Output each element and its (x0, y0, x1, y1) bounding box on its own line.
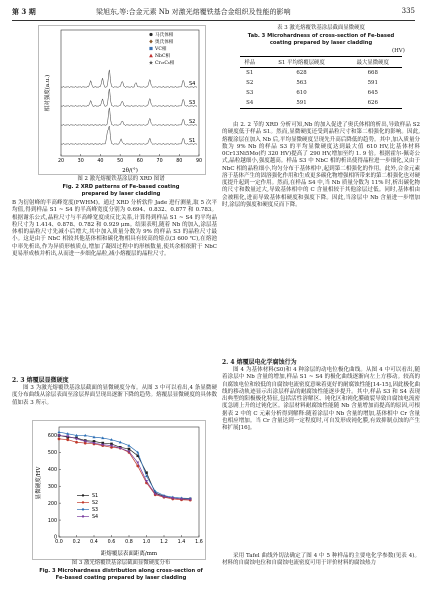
mh-x-tick-label: 1.2 (160, 540, 168, 545)
table-3-caption-en-1: Tab. 3 Microhardness of cross-section of Fe-based (247, 33, 395, 39)
table-cell: 645 (367, 90, 378, 96)
mh-x-tick-label: 0.6 (107, 540, 116, 545)
xrd-series-label-s2: S2 (189, 119, 196, 125)
header-rule (12, 20, 415, 21)
mh-y-tick-label: 400 (47, 468, 57, 474)
xrd-legend-label: 马氏体相 (155, 33, 174, 38)
figure-2-caption-en-2: prepared by laser cladding (81, 191, 161, 197)
mh-point-s2 (66, 438, 69, 441)
xrd-legend-marker (149, 40, 153, 44)
xrd-series-label-s1: S1 (189, 138, 196, 144)
table-cell: S3 (246, 90, 254, 96)
xrd-legend-marker (149, 61, 153, 65)
xrd-x-tick-label: 90 (195, 159, 203, 164)
xrd-x-ticks (58, 154, 202, 164)
figure-2-caption-en-1: Fig. 2 XRD patterns of Fe-based coating (62, 184, 180, 190)
xrd-series-label-s4: S4 (189, 81, 196, 87)
mh-legend-label: S3 (92, 508, 99, 513)
figure-3 (32, 420, 206, 560)
mh-legend-marker (82, 501, 84, 503)
table-row (240, 78, 402, 88)
table-row (240, 88, 402, 98)
mh-legend-label: S2 (92, 501, 99, 506)
xrd-y-axis-label: 相对强度(a.u.) (45, 74, 51, 112)
mh-legend (77, 493, 98, 520)
page-number: 335 (401, 7, 415, 15)
table-cell: S4 (240, 98, 259, 109)
xrd-x-tick-label: 70 (156, 159, 163, 164)
mh-y-axis-label: 显微硬度/HV (36, 466, 42, 500)
xrd-legend-label: Cr₂₃C₆相 (155, 61, 175, 66)
xrd-legend-marker (149, 47, 152, 50)
xrd-legend-marker (149, 33, 152, 36)
mh-plot-frame (59, 427, 199, 537)
xrd-x-tick-label: 20 (57, 159, 65, 164)
xrd-series-group (61, 70, 197, 145)
table-header-row (240, 57, 402, 68)
right-body-paragraph-1: 由 2. 2 节的 XRD 分析可知,Nb 的加入促进了奥氏体相的析出,导致样品 S2 的硬度低于样品 S1。然而,显微硬度还受到晶粒尺寸和第二相强化的影响。因此,熔覆涂层在加入 Nb 后,平均显微硬度呈现先升高后降低的趋势。其中,加入质量分数为 9% Nb 的样品 S3 的平均显微硬度达到最大值 610 HV,比基体材料 0Cr13Ni5Mo(约 320 HV)提高了 290 HV,增加至约 1. 9 倍。根据霍尔-佩奇公式,晶粒越细小,强度越高。样品 S3 中 NbC 相的析出使得晶粒进一步细化,又由于 NbC 相的晶粒细小,均匀分布于基体相中,起到第二相强化的作用。此外,合金元素溶于基体产生的固溶强化作用和生成更多碳化物增强相所带来的第二相强化也对硬度提升起到一定作用。然而,在样品 S4 中,当 Nb 质量分数为 11% 时,析出碳化物的尺寸和数量过大,导致基体相中的 C 含量相较于其他涂层过低。同时,基体相由会被粗化,进而导致基体相硬度和强度下降。因此,当涂层中 Nb 含量进一步增加时,涂层的强度和硬度反而下降。 (222, 122, 421, 208)
xrd-x-axis-label: 2θ/(°) (122, 168, 138, 174)
xrd-legend-label: 奥氏体相 (155, 40, 174, 45)
xrd-legend (149, 31, 175, 66)
figure-3-caption-en-2: Fe-based coating prepared by laser cladding (55, 575, 187, 581)
mh-x-axis-label: 距熔覆层表面距离/mm (100, 551, 158, 557)
table-cell: 591 (259, 98, 343, 109)
section-2-4-title: 2. 4 熔覆层电化学腐蚀行为 (222, 359, 297, 366)
table-cell: S1 (246, 70, 254, 76)
mh-y-tick-label: 300 (47, 484, 57, 490)
xrd-line-s2 (61, 108, 197, 126)
mh-x-tick-label: 0.2 (72, 540, 81, 545)
mh-x-tick-label: 0.0 (55, 540, 63, 545)
xrd-legend-marker (149, 54, 153, 58)
section-2-3-paragraph: 图 3 为激光熔覆铁基涂层截面的显微硬度分布。从图 3 中可以看出,4 条显微硬度分布曲线从涂层表面至涂层界面呈现出逐渐下降的趋势。熔覆层显微硬度的具体数值如表 3 所示。 (12, 385, 217, 406)
xrd-x-tick-label: 30 (77, 159, 84, 164)
mh-legend-label: S1 (92, 494, 99, 499)
xrd-chart (39, 26, 205, 174)
mh-x-tick-label: 0.8 (125, 540, 133, 545)
table-cell: 626 (344, 98, 402, 109)
xrd-line-s1 (61, 126, 197, 145)
table-3-caption-en-2: coating prepared by laser cladding (269, 40, 373, 46)
table-cell: 668 (367, 70, 378, 76)
figure-2 (38, 25, 206, 175)
table-cell: 591 (367, 80, 378, 86)
xrd-line-s3 (61, 89, 197, 107)
section-2-4-paragraph-1: 图 4 为基体材料(S0)和 4 种涂层的动电位极化曲线。从图 4 中可以看出,随着涂层中 Nb 含量的增加,样品 S1 ~ S4 的极化曲线逐渐向左上方移动。较高的自腐蚀电位和较低的自腐蚀电流密度意味着更好的耐腐蚀性能[14-15],因此极化曲线的移动轨迹显示出涂层样品的耐腐蚀性能逐步提升。其中,样品 S3 和 S4 表现出典型的阳极极化特征,包括活性溶解区、钝化区和钝化膜破裂导致自腐蚀电流密度急剧上升的过钝化区。涂层材料耐腐蚀性能随 Nb 含量增加而提高的原因,可根据表 2 中的 C 元素分析得到解释:随着涂层中 Nb 含量的增加,基体相中 Cr 含量也相应增加。当 Cr 含量达到一定程度时,可自发形成钝化膜,有效抑制点蚀的产生和扩展[16]。 (222, 367, 420, 431)
mh-point-s3 (58, 430, 61, 433)
xrd-plot-frame (61, 30, 199, 156)
mh-x-tick-label: 0.4 (90, 540, 98, 545)
table-cell: 628 (296, 70, 307, 76)
xrd-x-tick-label: 50 (117, 159, 124, 164)
issue-number: 第 3 期 (12, 7, 36, 16)
mh-y-tick-label: 200 (47, 501, 57, 507)
table-header-average: S1 平均熔覆层硬度 (259, 57, 343, 68)
mh-line-s4 (59, 435, 190, 499)
xrd-legend-label: VC相 (155, 47, 167, 52)
mh-point-s1 (128, 448, 131, 451)
figure-2-caption-cn: 图 2 激光熔覆铁基涂层的 XRD 图谱 (77, 176, 165, 182)
mh-legend-marker (82, 494, 84, 496)
xrd-legend-label: NbC相 (155, 54, 171, 59)
xrd-x-tick-label: 80 (176, 159, 183, 164)
microhardness-table (240, 56, 402, 109)
mh-legend-marker (82, 508, 84, 510)
running-title: 梁旭东,等:合金元素 Nb 对激光熔覆铁基合金组织及性能的影响 (96, 8, 291, 16)
figure-3-caption-en-1: Fig. 3 Microhardness distribution along cross-section of (39, 568, 203, 574)
mh-point-s2 (75, 441, 78, 444)
mh-legend-label: S4 (92, 515, 99, 520)
xrd-x-tick-label: 60 (136, 159, 143, 164)
xrd-line-s4 (61, 70, 197, 88)
mh-series-group (58, 430, 192, 501)
section-2-4-paragraph-2: 采用 Tafel 曲线外切法确定了图 4 中 5 种样品的主要电化学参数(见表 4)。材料的自腐蚀电位和自腐蚀电流密度可用于评价材料的腐蚀热力 (222, 553, 420, 567)
table-3-caption-cn: 表 3 激光熔覆铁基涂层截面显微硬度 (277, 25, 365, 31)
table-3-unit: (HV) (392, 48, 405, 54)
mh-line-s1 (59, 435, 190, 498)
microhardness-chart (33, 421, 205, 559)
xrd-series-label-s3: S3 (189, 100, 196, 106)
table-row (240, 68, 402, 79)
mh-y-tick-label: 500 (47, 451, 57, 457)
mh-y-tick-label: 600 (47, 434, 57, 440)
table-header-sample: 样品 (240, 57, 259, 68)
mh-x-tick-label: 1.6 (195, 540, 203, 545)
table-cell: S2 (246, 80, 254, 86)
table-row (240, 98, 402, 109)
mh-x-tick-label: 1.0 (142, 540, 151, 545)
table-header-max: 最大显微硬度 (344, 57, 402, 68)
mh-point-s2 (58, 437, 61, 440)
running-header (12, 7, 415, 19)
section-2-3-title: 2. 3 熔覆层显微硬度 (12, 377, 69, 384)
mh-y-tick-label: 0 (53, 535, 57, 541)
xrd-x-tick-label: 40 (97, 159, 104, 164)
mh-legend-marker (82, 515, 84, 517)
table-cell: 563 (296, 80, 307, 86)
left-body-paragraph-1: B 为衍射峰的半高峰宽度(FWHM)。通过 XRD 分析软件 Jade 进行测量,取 5 次平均值,得到样品 S1 ~ S4 的半高峰宽度分别为 0.694、0.832、0.877 和 0.783。根据谢乐公式,晶粒尺寸与半高峰宽度成反比关系,计算得到样品 S1 ~ S4 的平均晶粒尺寸为 1.414、0.878、0.782 和 0.929 μm。结果表明,随着 Nb 的加入,涂层基体相的晶粒尺寸先减小后增大,其中加入质量分数为 9% 的样品 S3 的晶粒尺寸最小。这是由于 NbC 相较其他基体相和碳化物相具有较高的熔点(3 600 ℃),在熔池中率先析出,作为异质形核质点,增加了凝固过程中的形核数量,使其余相依附于 NbC 更易形成核并析出,从而进一步细化晶粒,减小熔覆层的晶粒尺寸。 (12, 200, 217, 257)
mh-x-tick-label: 1.4 (177, 540, 186, 545)
table-cell: 610 (296, 90, 307, 96)
mh-y-tick-label: 100 (47, 518, 57, 524)
mh-line-s3 (59, 432, 190, 498)
figure-3-caption-cn: 图 3 激光熔覆铁基涂层截面显微硬度分布 (71, 560, 171, 566)
